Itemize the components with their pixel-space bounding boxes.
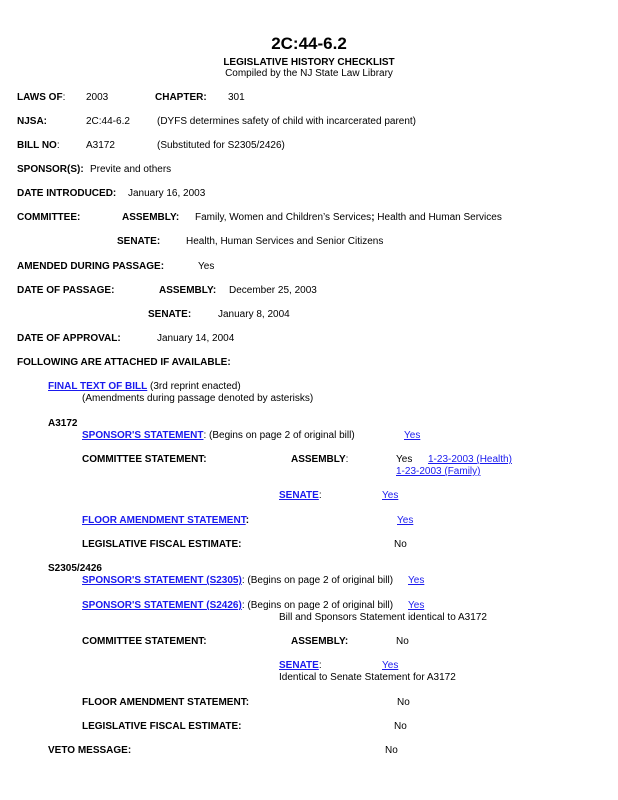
a3172-sponsor-statement-row: SPONSOR'S STATEMENT: (Begins on page 2 of original bill) — [82, 430, 355, 441]
njsa-description: (DYFS determines safety of child with incarcerated parent) — [157, 116, 416, 127]
s2305-sponsor-row: SPONSOR'S STATEMENT (S2305): (Begins on page 2 of original bill) — [82, 575, 394, 586]
s2305-sponsor-yes[interactable]: Yes — [408, 575, 425, 586]
a3172-floor-row: FLOOR AMENDMENT STATEMENT: — [82, 515, 250, 526]
chapter-label: CHAPTER: — [155, 92, 207, 103]
final-text-row: FINAL TEXT OF BILL (3rd reprint enacted) — [48, 381, 241, 392]
passage-assembly-label: ASSEMBLY: — [159, 285, 217, 296]
s2426-sponsor-statement-link[interactable]: SPONSOR'S STATEMENT (S2426) — [82, 600, 242, 611]
a3172-assembly-health-link[interactable]: 1-23-2003 (Health) — [428, 454, 512, 465]
bill-no-label: BILL NO: — [17, 140, 60, 151]
amended-label: AMENDED DURING PASSAGE: — [17, 261, 165, 272]
compiled-by: Compiled by the NJ State Law Library — [225, 68, 393, 79]
page-title: 2C:44-6.2 — [271, 34, 347, 53]
passage-assembly-value: December 25, 2003 — [229, 285, 317, 296]
s2305-identical-note: Bill and Sponsors Statement identical to A3172 — [279, 612, 487, 623]
a3172-assembly-family-link[interactable]: 1-23-2003 (Family) — [396, 466, 481, 477]
a3172-assembly-value: Yes — [396, 454, 413, 465]
a3172-fiscal-label: LEGISLATIVE FISCAL ESTIMATE: — [82, 539, 242, 550]
date-of-approval-label: DATE OF APPROVAL: — [17, 333, 121, 344]
veto-value: No — [385, 745, 398, 756]
amended-value: Yes — [198, 261, 215, 272]
njsa-label: NJSA: — [17, 116, 48, 127]
s2305-senate-link[interactable]: SENATE — [279, 660, 319, 671]
passage-senate-label: SENATE: — [148, 309, 192, 320]
s2305-assembly-value: No — [396, 636, 409, 647]
a3172-committee-statement-label: COMMITTEE STATEMENT: — [82, 454, 207, 465]
a3172-senate-row: SENATE: — [279, 490, 322, 501]
s2305-floor-value: No — [397, 697, 410, 708]
committee-label: COMMITTEE: — [17, 212, 81, 223]
s2305-sponsor-statement-link[interactable]: SPONSOR'S STATEMENT (S2305) — [82, 575, 242, 586]
final-text-note: (Amendments during passage denoted by asterisks) — [82, 393, 314, 404]
s2305-fiscal-value: No — [394, 721, 407, 732]
a3172-floor-amendment-link[interactable]: FLOOR AMENDMENT STATEMENT — [82, 515, 246, 526]
sponsors-label: SPONSOR(S): — [17, 164, 84, 175]
a3172-sponsor-statement-link[interactable]: SPONSOR'S STATEMENT — [82, 430, 204, 441]
committee-assembly-value: Family, Women and Children’s Services; Health and Human Services — [195, 212, 502, 223]
s2305-senate-row: SENATE: — [279, 660, 322, 671]
laws-of-label: LAWS OF: — [17, 92, 66, 103]
s2426-sponsor-row: SPONSOR'S STATEMENT (S2426): (Begins on page 2 of original bill) — [82, 600, 394, 611]
committee-senate-label: SENATE: — [117, 236, 161, 247]
a3172-senate-link[interactable]: SENATE — [279, 490, 319, 501]
s2305-committee-statement-label: COMMITTEE STATEMENT: — [82, 636, 207, 647]
sponsors-value: Previte and others — [90, 164, 172, 175]
a3172-floor-yes[interactable]: Yes — [397, 515, 414, 526]
a3172-heading: A3172 — [48, 418, 78, 429]
date-introduced-label: DATE INTRODUCED: — [17, 188, 117, 199]
final-text-link[interactable]: FINAL TEXT OF BILL — [48, 381, 148, 392]
chapter-value: 301 — [228, 92, 245, 103]
a3172-senate-yes[interactable]: Yes — [382, 490, 399, 501]
laws-of-value: 2003 — [86, 92, 109, 103]
s2305-fiscal-label: LEGISLATIVE FISCAL ESTIMATE: — [82, 721, 242, 732]
s2305-heading: S2305/2426 — [48, 563, 102, 574]
committee-assembly-label: ASSEMBLY: — [122, 212, 180, 223]
njsa-value: 2C:44-6.2 — [86, 116, 130, 127]
s2305-senate-yes[interactable]: Yes — [382, 660, 399, 671]
date-introduced-value: January 16, 2003 — [128, 188, 206, 199]
bill-no-value: A3172 — [86, 140, 115, 151]
a3172-fiscal-value: No — [394, 539, 407, 550]
a3172-sponsor-statement-yes[interactable]: Yes — [404, 430, 421, 441]
date-of-approval-value: January 14, 2004 — [157, 333, 235, 344]
committee-senate-value: Health, Human Services and Senior Citizens — [186, 236, 384, 247]
s2305-assembly-label: ASSEMBLY: — [291, 636, 349, 647]
a3172-assembly-label: ASSEMBLY: — [291, 454, 349, 465]
bill-substitution-note: (Substituted for S2305/2426) — [157, 140, 285, 151]
attached-heading: FOLLOWING ARE ATTACHED IF AVAILABLE: — [17, 357, 231, 368]
passage-senate-value: January 8, 2004 — [218, 309, 290, 320]
s2426-sponsor-yes[interactable]: Yes — [408, 600, 425, 611]
s2305-senate-note: Identical to Senate Statement for A3172 — [279, 672, 456, 683]
veto-label: VETO MESSAGE: — [48, 745, 132, 756]
checklist-subtitle: LEGISLATIVE HISTORY CHECKLIST — [223, 57, 395, 68]
s2305-floor-label: FLOOR AMENDMENT STATEMENT: — [82, 697, 250, 708]
date-of-passage-label: DATE OF PASSAGE: — [17, 285, 115, 296]
